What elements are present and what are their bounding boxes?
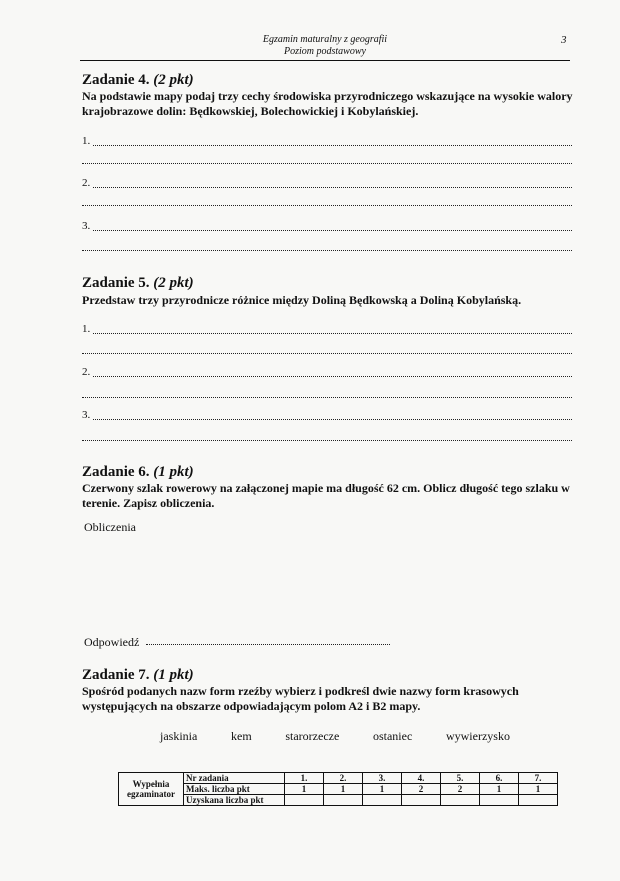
task-5-label: Zadanie 5. [82,275,150,291]
earned-points-cell[interactable] [285,795,324,806]
task-number-cell: 3. [363,773,402,784]
task-6-prompt: Czerwony szlak rowerowy na załączonej mapie ma długość 62 cm. Oblicz długość tego szlaku w terenie. Zapisz obliczenia. [82,481,570,510]
task-number-cell: 1. [285,773,324,784]
calculations-label: Obliczenia [84,520,136,534]
task-6-answer-line[interactable] [146,644,390,645]
task-5-answer-line[interactable] [82,440,572,441]
task-5-points: (2 pkt) [153,275,194,291]
landform-option[interactable]: starorzecze [285,729,340,743]
task-4-prompt: Na podstawie mapy podaj trzy cechy środowiska przyrodniczego wskazujące na wysokie walory krajobrazowe dolin: Będkowskiej, Bolechowickiej i Kobylańskiej. [82,89,573,118]
landform-options [160,729,510,744]
max-points-cell: 1 [324,784,363,795]
page-number: 3 [561,34,567,46]
landform-option[interactable]: ostaniec [372,729,413,743]
earned-points-cell[interactable] [402,795,441,806]
answer-number: 3. [82,220,91,232]
answer-number: 2. [82,177,91,189]
answer-number: 1. [82,135,91,147]
answer-number: 1. [82,323,91,335]
task-6-title [82,464,194,481]
answer-number: 3. [82,409,91,421]
answer-number: 2. [82,366,91,378]
row-label-max-points: Maks. liczba pkt [184,784,285,795]
task-7-title [82,667,194,684]
task-6-points: (1 pkt) [153,464,194,480]
landform-option[interactable]: kem [231,729,252,743]
landform-option[interactable]: jaskinia [160,729,198,743]
task-4-points: (2 pkt) [153,72,194,88]
task-5-answer-line[interactable] [82,376,572,377]
earned-points-cell[interactable] [519,795,558,806]
header-divider [80,60,570,61]
task-5-answer-line[interactable] [82,333,572,334]
exam-title: Egzamin maturalny z geografii [262,34,388,45]
page-header [80,34,570,58]
task-5-prompt: Przedstaw trzy przyrodnicze różnice między Doliną Będkowską a Doliną Kobylańską. [82,293,522,307]
max-points-cell: 1 [519,784,558,795]
task-4-title [82,72,194,89]
task-5-answer-line[interactable] [82,397,572,398]
task-4-answer-line[interactable] [82,230,572,231]
max-points-cell: 1 [363,784,402,795]
task-4-answer-line[interactable] [82,187,572,188]
task-7-label: Zadanie 7. [82,667,150,683]
task-5-answer-line[interactable] [82,353,572,354]
task-4-answer-line[interactable] [82,145,572,146]
task-4-label: Zadanie 4. [82,72,150,88]
task-4-answer-line[interactable] [82,250,572,251]
row-label-task-number: Nr zadania [184,773,285,784]
earned-points-cell[interactable] [441,795,480,806]
examiner-label: Wypełnia egzaminator [119,773,184,806]
earned-points-cell[interactable] [324,795,363,806]
earned-points-cell[interactable] [363,795,402,806]
task-7-prompt: Spośród podanych nazw form rzeźby wybierz i podkreśl dwie nazwy form krasowych występujących na obszarze odpowiadającym polom A2 i B2 mapy. [82,684,519,713]
task-7-points: (1 pkt) [153,667,194,683]
task-number-cell: 2. [324,773,363,784]
task-5-answer-line[interactable] [82,419,572,420]
max-points-cell: 2 [402,784,441,795]
task-5-title [82,275,194,292]
task-4-answer-line[interactable] [82,163,572,164]
task-number-cell: 7. [519,773,558,784]
task-number-cell: 6. [480,773,519,784]
task-4-answer-line[interactable] [82,205,572,206]
earned-points-cell[interactable] [480,795,519,806]
exam-level: Poziom podstawowy [284,46,366,57]
grading-table [118,772,558,806]
landform-option[interactable]: wywierzysko [445,729,510,743]
max-points-cell: 1 [285,784,324,795]
task-number-cell: 4. [402,773,441,784]
answer-label: Odpowiedź [84,635,140,649]
max-points-cell: 1 [480,784,519,795]
task-6-label: Zadanie 6. [82,464,150,480]
task-number-cell: 5. [441,773,480,784]
max-points-cell: 2 [441,784,480,795]
row-label-earned-points: Uzyskana liczba pkt [184,795,285,806]
